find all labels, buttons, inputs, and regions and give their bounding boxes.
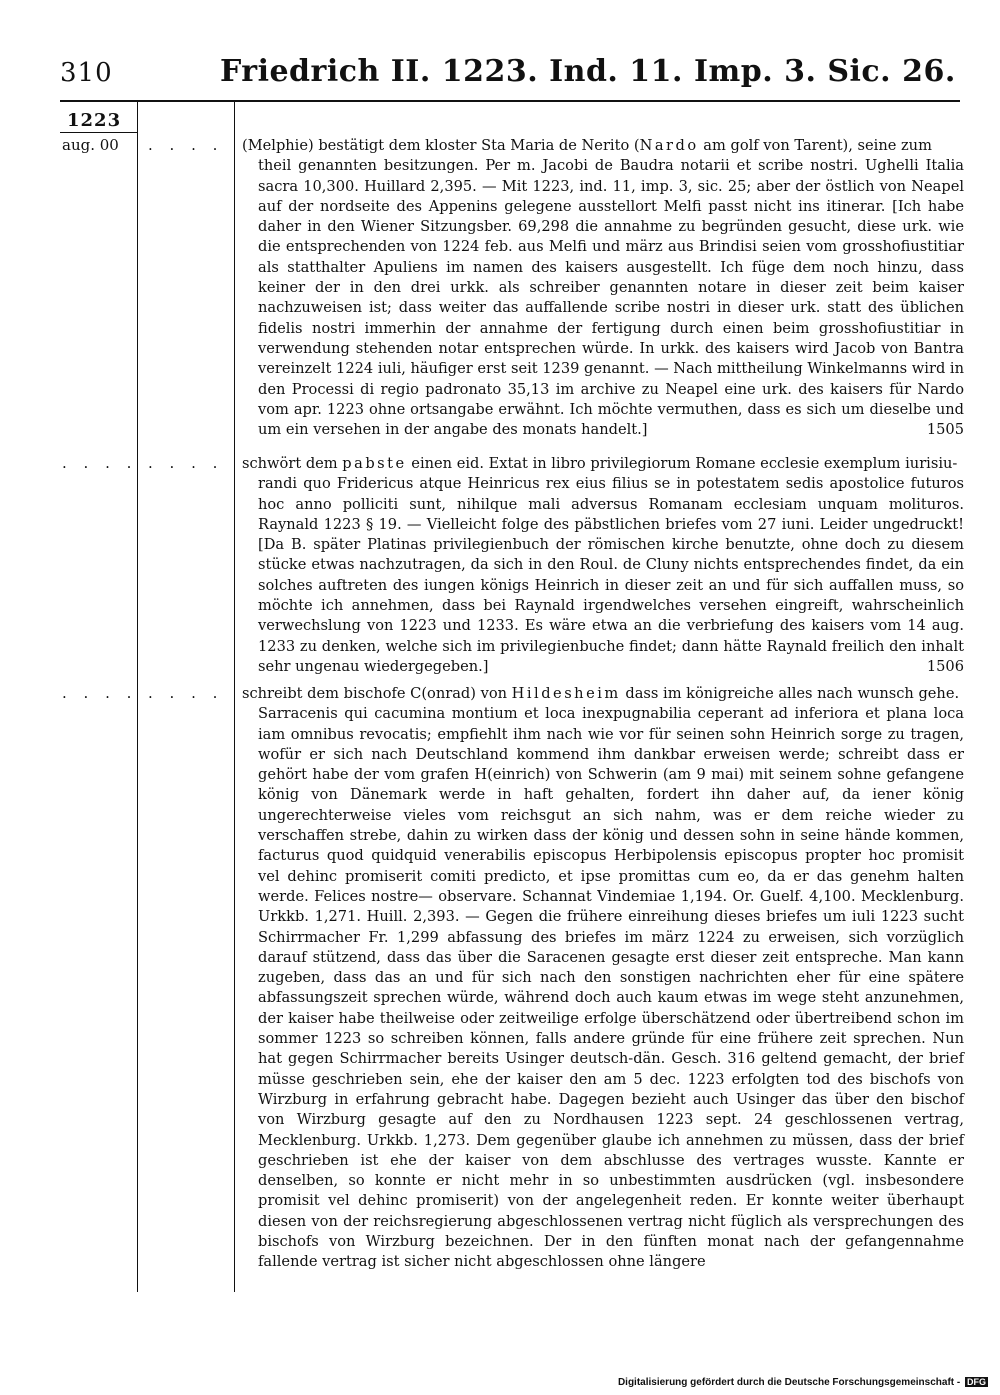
year-label: 1223 xyxy=(67,110,122,131)
entry-lead-line: schreibt dem bischofe C(onrad) von Hildesheim dass im königreiche alles nach wunsch gehe. xyxy=(242,685,960,702)
footer-text: Digitalisierung gefördert durch die Deutsche Forschungsgemeinschaft - xyxy=(617,1377,961,1388)
entry-body: Sarracenis qui cacumina montium et loca inexpugnabilia ceperant ad inferiora et plana loca iam omnibus revocatis; empfiehlt ihm nach wie vor für seinen sohn Heinrich sorge zu tragen, wofür er sich nach Deutschland kommend ihm dankbar erweisen werde; schreibt dass er gehört habe der vom grafen H(einrich) von Schwerin (am 9 mai) mit seinem sohne gefangene könig von Dänemark werde in haft gehalten, fordert ihn daher auf, da iener könig ungerechterweise vieles vom reichsgut an sich nahm, was er dem reiche wieder zu verschaffen strebe, dahin zu wirken dass der könig und dessen sohn in seine hände kommen, facturus quod quidquid venerabilis episcopus Herbipolensis episcopus propter hoc promisit vel dehinc promiserit comiti predicto, et ipse promittas cum eo, da er das genehm halten werde. Felices nostre— observare. Schannat Vindemiae 1,194. Or. Guelf. 4,100. Mecklenburg. Urkkb. 1,271. Huill. 2,393. — Gegen die frühere einreihung dieses briefes um iuli 1223 sucht Schirrmacher Fr. 1,299 abfassung des briefes im märz 1224 zu erweisen, sich vorzüglich darauf stützend, dass das über die Saracenen gesagte erst dieser zeit entspreche. Man kann zugeben, dass das an und für sich nach den sonstigen nachrichten eher für eine spätere abfassungszeit sprechen würde, während doch auch kaum etwas im wege steht anzunehmen, der kaiser habe theilweise oder zeitweilige erfolge überschätzend oder übertreibend schon im sommer 1223 so schreiben können, falls andere gründe für eine frühere zeit sprechen. Nun hat gegen Schirrmacher bereits Usinger deutsch-dän. Gesch. 316 geltend gemacht, der brief müsse geschrieben sein, ehe der kaiser den am 5 dec. 1223 erfolgten tod des bischofs von Wirzburg in erfahrung gebracht habe. Dagegen bezieht auch Usinger das über den bischof von Wirzburg gesagte auf den zu Nordhausen 1223 sept. 24 geschlossenen vertrag, Mecklenburg. Urkkb. 1,273. Dem gegenüber glaube ich annehmen zu müssen, dass der brief geschrieben ist ehe der kaiser von dem abschlusse des vertrages wusste. Kannte er denselben, so konnte er nicht mehr in so unbestimmten ausdrücken (vgl. insbesondere promisit vel dehinc promiserit) von der angelegenheit reden. Er konnte weiter überhaupt diesen von der reichsregierung abgeschlossenen vertrag nicht füglich als versprechungen des bischofs von Wirzburg bezeichnen. Der in den fünften monat nach der gefangennahme fallende vertrag ist sicher nicht abgeschlossen ohne längere xyxy=(258,705,964,1271)
year-underline xyxy=(60,132,137,133)
entry-lead-line: (Melphie) bestätigt dem kloster Sta Maria de Nerito (Nardo am golf von Tarent), seine zum xyxy=(242,137,932,154)
column-rule-right xyxy=(234,102,235,1292)
date-label: aug. 00 xyxy=(62,136,119,154)
entry-lead-line: schwört dem pabste einen eid. Extat in libro privilegiorum Romane ecclesie exemplum iurisiu- xyxy=(242,455,958,472)
dots-entry-2-left: . . . . xyxy=(62,454,138,472)
dots-entry-1: . . . . xyxy=(148,136,224,154)
dfg-logo-icon: DFG xyxy=(967,1377,986,1387)
entry-hildesheim xyxy=(242,684,964,1273)
entry-1505 xyxy=(242,136,964,440)
dots-entry-2-right: . . . . xyxy=(148,454,224,472)
page-number: 310 xyxy=(60,58,113,88)
page-title: Friedrich II. 1223. Ind. 11. Imp. 3. Sic. 26. xyxy=(220,54,956,89)
footer-credit xyxy=(618,1377,988,1388)
entry-1506 xyxy=(242,454,964,677)
entry-spaced-word: pabste xyxy=(342,455,407,472)
entry-number: 1505 xyxy=(926,421,964,439)
entry-spaced-word: Nardo xyxy=(639,137,699,154)
entry-spaced-word: Hildesheim xyxy=(511,685,621,702)
entry-body: theil genannten besitzungen. Per m. Jacobi de Baudra notarii et scribe nostri. Ughelli Italia sacra 10,300. Huillard 2,395. — Mit 1223, ind. 11, imp. 3, sic. 25; aber der östlich von Neapel auf der nordseite des Appenins gelegene ausstellort Melfi passt nicht ins itinerar. [Ich habe daher in den Wiener Sitzungsber. 69,298 die annahme zu begründen gesucht, diese urk. wie die entsprechenden von 1224 feb. aus Melfi und märz aus Brindisi seien vom grosshofiustitiar als statthalter Apuliens im namen des kaisers ausgestellt. Ich füge dem noch hinzu, dass keiner der in den drei urkk. als schreiber genannten notare in dieser zeit beim kaiser nachzuweisen ist; dass weiter das auffallende scribe nostri in dieser urk. statt des üblichen fidelis nostri immerhin der annahme der fertigung durch einen beim grosshofiustitiar in verwendung stehenden notar entsprechen würde. In urkk. des kaisers wird Jacob von Bantra vereinzelt 1224 iuli, häufiger erst seit 1239 genannt. — Nach mittheilung Winkelmanns wird in den Processi di regio padronato 35,13 im archive zu Neapel eine urk. des kaisers für Nardo vom apr. 1223 ohne ortsangabe erwähnt. Ich möchte vermuthen, dass es sich um dieselbe und um ein versehen in der angabe des monats handelt.] xyxy=(258,157,964,439)
dots-entry-3-right: . . . . xyxy=(148,684,224,702)
dots-entry-3-left: . . . . xyxy=(62,684,138,702)
header-rule xyxy=(60,100,960,102)
entry-body: randi quo Fridericus atque Heinricus rex eius filius se in potestatem sedis apostolice futuros hoc anno polliciti sunt, nihilque mali adversus Romanam ecclesiam unquam molituros. Raynald 1223 § 19. — Vielleicht folge des päbstlichen briefes vom 27 iuni. Leider ungedruckt! [Da B. später Platinas privilegienbuch der römischen kirche benutzte, ohne doch zu diesem stücke etwas nachzutragen, da sich in den Roul. de Cluny nichts entsprechendes findet, da ein solches auftreten des iungen königs Heinrich in dieser zeit an und für sich auffallen muss, so möchte ich annehmen, dass bei Raynald irgendwelches versehen eingreift, wahrscheinlich verwechslung von 1223 und 1233. Es wäre etwa an die verbriefung des kaisers vom 14 aug. 1233 zu denken, welche sich im privilegienbuche findet; dann hätte Raynald freilich den inhalt sehr ungenau wiedergegeben.] xyxy=(258,475,964,675)
entry-number: 1506 xyxy=(926,657,964,675)
